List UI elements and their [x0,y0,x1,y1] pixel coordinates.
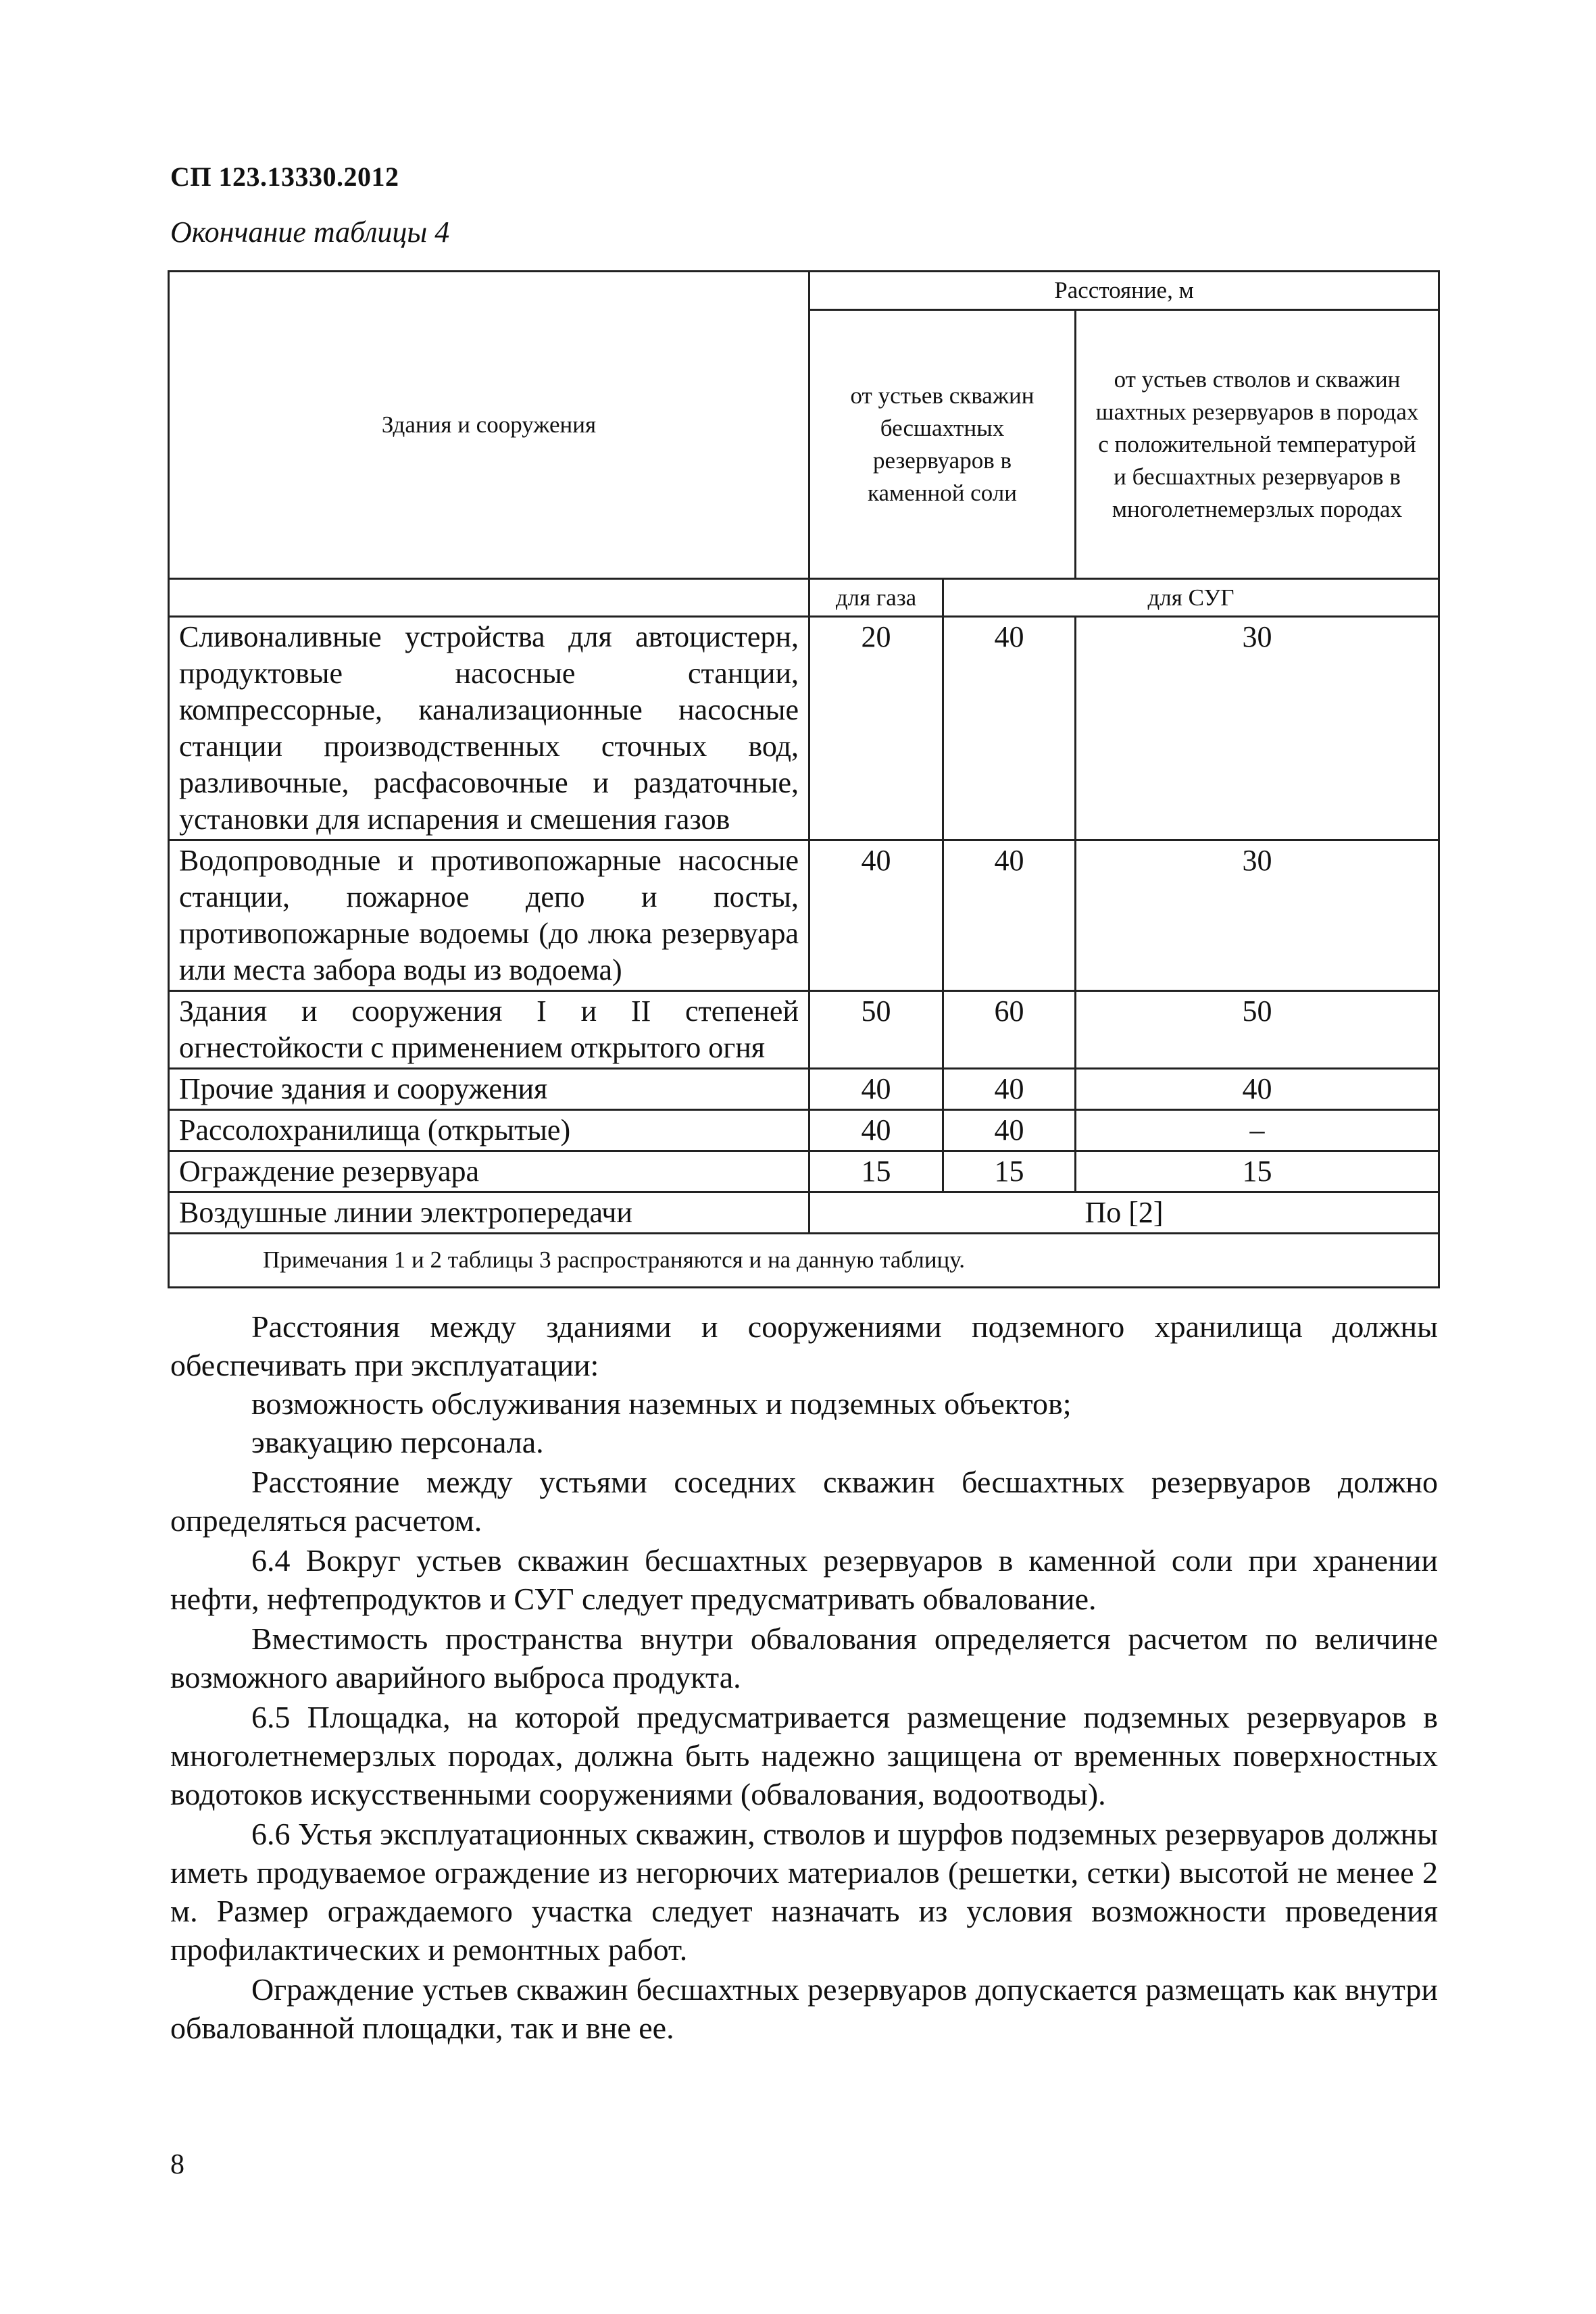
table-row [169,1151,1439,1192]
row-value-permafrost: – [1076,1110,1439,1151]
row-value-permafrost: 40 [1076,1069,1439,1110]
document-code: СП 123.13330.2012 [170,161,399,192]
row-value-gas: 40 [809,1110,943,1151]
paragraph: Расстояние между устьями соседних скважин бесшахтных резервуаров должно определяться расчетом. [170,1465,1438,1538]
header-rock-salt: от устьев скважин бесшахтных резервуаров в каменной соли [809,310,1076,579]
row-name: Водопроводные и противопожарные насосные станции, пожарное депо и посты, противопожарные водоемы (до люка резервуара или места забора воды из водоема) [169,840,809,991]
row-value-lpg: 40 [943,617,1076,840]
row-value-merged: По [2] [809,1192,1439,1234]
row-name: Рассолохранилища (открытые) [169,1110,809,1151]
paragraph: Ограждение устьев скважин бесшахтных резервуаров допускается размещать как внутри обвалованной площадки, так и вне ее. [170,1972,1438,2045]
row-value-gas: 15 [809,1151,943,1192]
row-value-permafrost: 30 [1076,617,1439,840]
table-row [169,840,1439,991]
row-value-gas: 40 [809,1069,943,1110]
table-row [169,617,1439,840]
table-row [169,1192,1439,1234]
paragraph-section-6-4: 6.4 Вокруг устьев скважин бесшахтных резервуаров в каменной соли при хранении нефти, нефтепродуктов и СУГ следует предусматривать обвалование. [170,1543,1438,1616]
header-permafrost: от устьев стволов и скважин шахтных резервуаров в породах с положительной температурой и бесшахтных резервуаров в многолетнемерзлых породах [1076,310,1439,579]
body-text [170,1307,1438,2047]
row-name: Прочие здания и сооружения [169,1069,809,1110]
row-name: Сливоналивные устройства для автоцистерн, продуктовые насосные станции, компрессорные, канализационные насосные станции производственных сточных вод, разливочные, расфасовочные и раздаточные, установки для испарения и смешения газов [169,617,809,840]
row-name: Воздушные линии электропередачи [169,1192,809,1234]
row-value-permafrost: 30 [1076,840,1439,991]
row-value-lpg: 40 [943,1110,1076,1151]
header-distance: Расстояние, м [809,272,1439,310]
table-note: Примечания 1 и 2 таблицы 3 распространяются и на данную таблицу. [169,1234,1439,1288]
table-row [169,991,1439,1069]
row-value-gas: 40 [809,840,943,991]
header-buildings: Здания и сооружения [169,272,809,579]
paragraph-section-6-5: 6.5 Площадка, на которой предусматривается размещение подземных резервуаров в многолетнемерзлых породах, должна быть надежно защищена от временных поверхностных водотоков искусственными сооружениями (обвалования, водоотводы). [170,1700,1438,1811]
paragraph: Расстояния между зданиями и сооружениями подземного хранилища должны обеспечивать при эксплуатации: [170,1309,1438,1382]
row-value-gas: 20 [809,617,943,840]
distance-table [168,270,1440,1288]
row-value-permafrost: 15 [1076,1151,1439,1192]
page-number: 8 [170,2149,184,2180]
row-value-lpg: 60 [943,991,1076,1069]
subheader-lpg: для СУГ [943,579,1439,617]
row-value-lpg: 15 [943,1151,1076,1192]
row-name: Ограждение резервуара [169,1151,809,1192]
header-empty [169,579,809,617]
subheader-gas: для газа [809,579,943,617]
paragraph: эвакуацию персонала. [251,1425,544,1459]
row-value-lpg: 40 [943,840,1076,991]
row-value-gas: 50 [809,991,943,1069]
row-value-permafrost: 50 [1076,991,1439,1069]
table-row [169,1110,1439,1151]
paragraph: возможность обслуживания наземных и подземных объектов; [251,1386,1072,1421]
row-name: Здания и сооружения I и II степеней огнестойкости с применением открытого огня [169,991,809,1069]
table-row [169,1069,1439,1110]
paragraph-section-6-6: 6.6 Устья эксплуатационных скважин, стволов и шурфов подземных резервуаров должны иметь продуваемое ограждение из негорючих материалов (решетки, сетки) высотой не менее 2 м. Размер ограждаемого участка следует назначать из условия возможности проведения профилактических и ремонтных работ. [170,1817,1438,1967]
table-caption: Окончание таблицы 4 [170,216,450,249]
row-value-lpg: 40 [943,1069,1076,1110]
paragraph: Вместимость пространства внутри обвалования определяется расчетом по величине возможного аварийного выброса продукта. [170,1621,1438,1694]
